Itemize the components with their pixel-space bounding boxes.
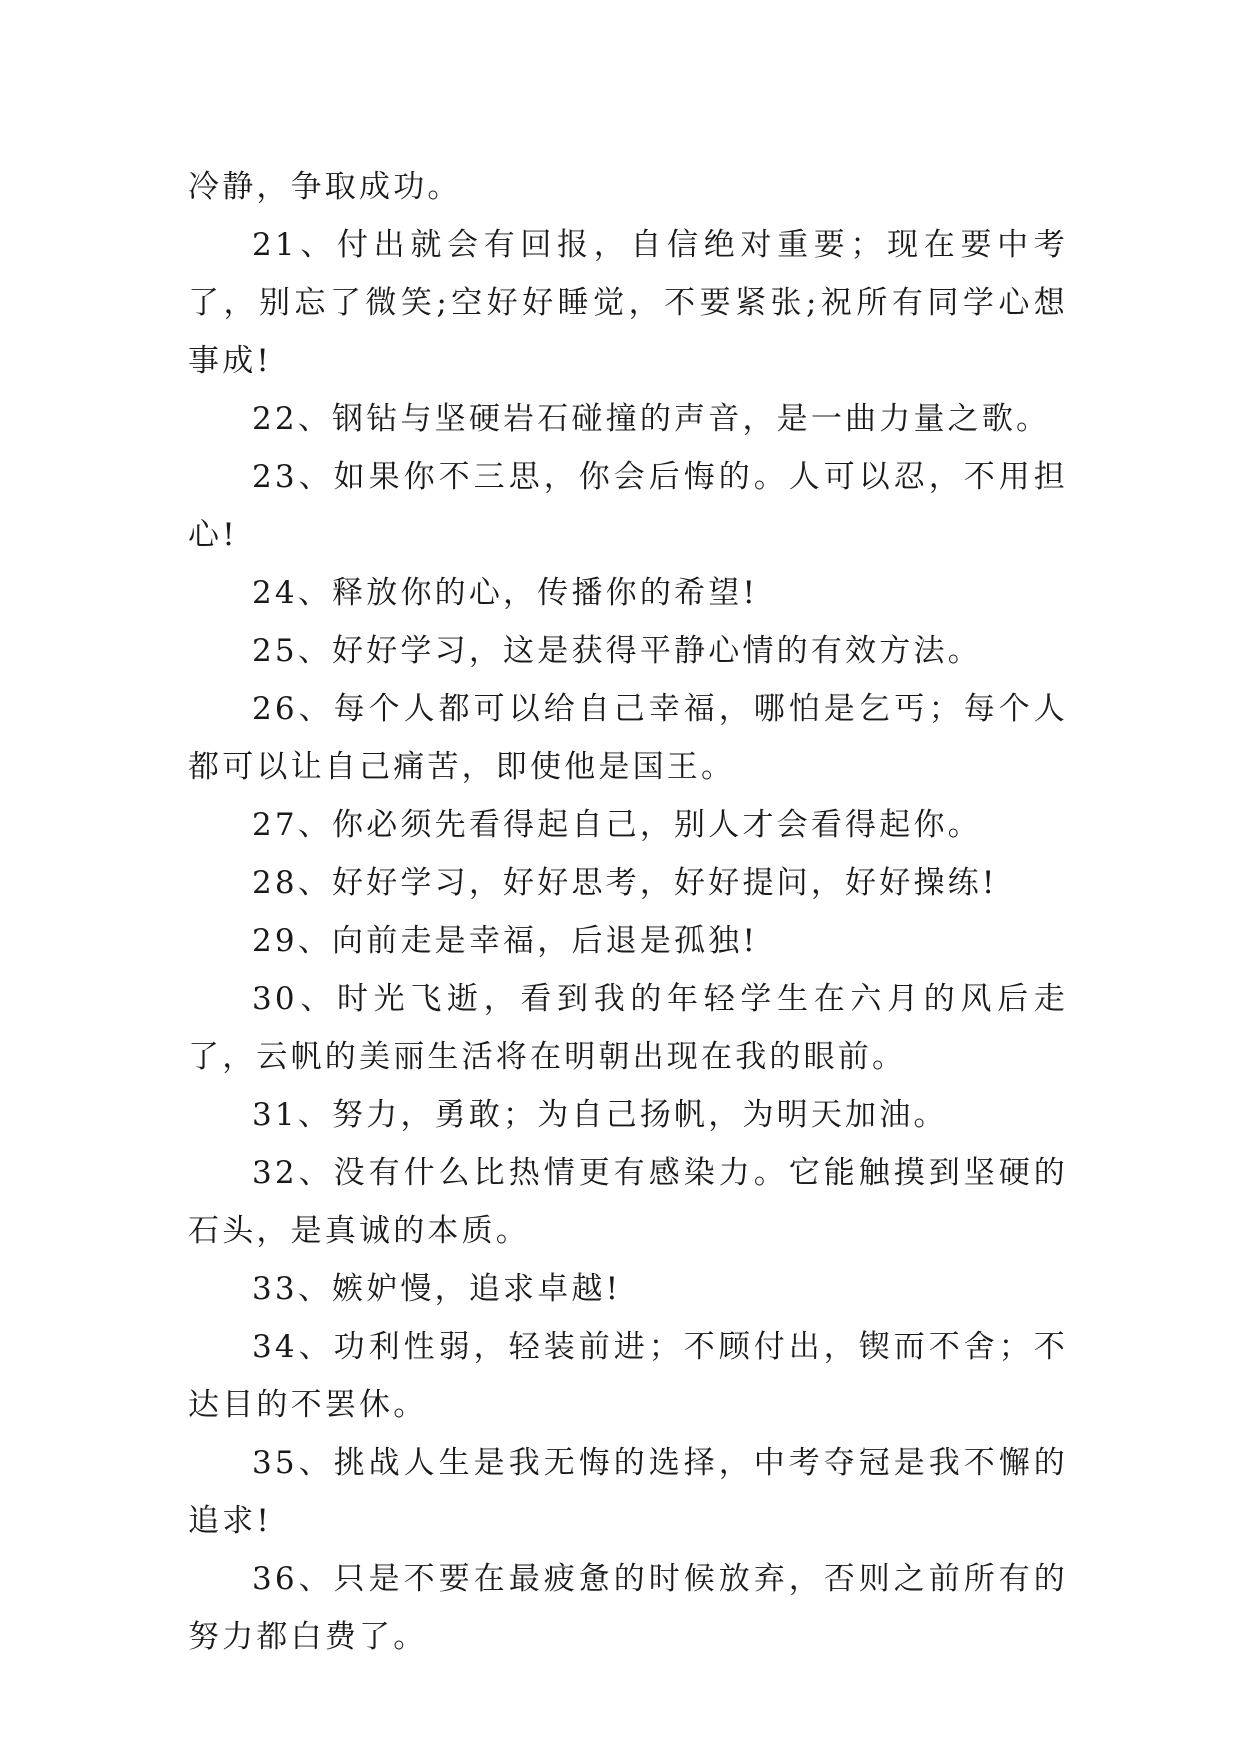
paragraph-item-23: 23、如果你不三思，你会后悔的。人可以忍，不用担心! — [188, 459, 1068, 553]
paragraph-item-24: 24、释放你的心，传播你的希望! — [252, 575, 759, 611]
paragraph-item-22: 22、钢钻与坚硬岩石碰撞的声音，是一曲力量之歌。 — [252, 401, 1051, 437]
paragraph-item-25: 25、好好学习，这是获得平静心情的有效方法。 — [252, 633, 982, 669]
document-body — [188, 158, 1068, 1666]
paragraph-item-26: 26、每个人都可以给自己幸福，哪怕是乞丐；每个人都可以让自己痛苦，即使他是国王。 — [188, 691, 1068, 785]
paragraph-item-33: 33、嫉妒慢，追求卓越! — [252, 1271, 622, 1307]
paragraph-item-27: 27、你必须先看得起自己，别人才会看得起你。 — [252, 807, 982, 843]
paragraph-item-28: 28、好好学习，好好思考，好好提问，好好操练! — [252, 865, 998, 901]
paragraph-item-36: 36、只是不要在最疲惫的时候放弃，否则之前所有的努力都白费了。 — [188, 1561, 1068, 1655]
paragraph-continuation: 冷静，争取成功。 — [188, 169, 462, 205]
paragraph-item-29: 29、向前走是幸福，后退是孤独! — [252, 923, 759, 959]
paragraph-item-34: 34、功利性弱，轻装前进；不顾付出，锲而不舍；不达目的不罢休。 — [188, 1329, 1068, 1423]
paragraph-item-35: 35、挑战人生是我无悔的选择，中考夺冠是我不懈的追求! — [188, 1445, 1068, 1539]
paragraph-item-31: 31、努力，勇敢；为自己扬帆，为明天加油。 — [252, 1097, 948, 1133]
paragraph-item-32: 32、没有什么比热情更有感染力。它能触摸到坚硬的石头，是真诚的本质。 — [188, 1155, 1068, 1249]
paragraph-item-21: 21、付出就会有回报，自信绝对重要；现在要中考了，别忘了微笑;空好好睡觉，不要紧张;祝所有同学心想事成! — [188, 227, 1068, 379]
paragraph-item-30: 30、时光飞逝，看到我的年轻学生在六月的风后走了，云帆的美丽生活将在明朝出现在我的眼前。 — [188, 981, 1068, 1075]
